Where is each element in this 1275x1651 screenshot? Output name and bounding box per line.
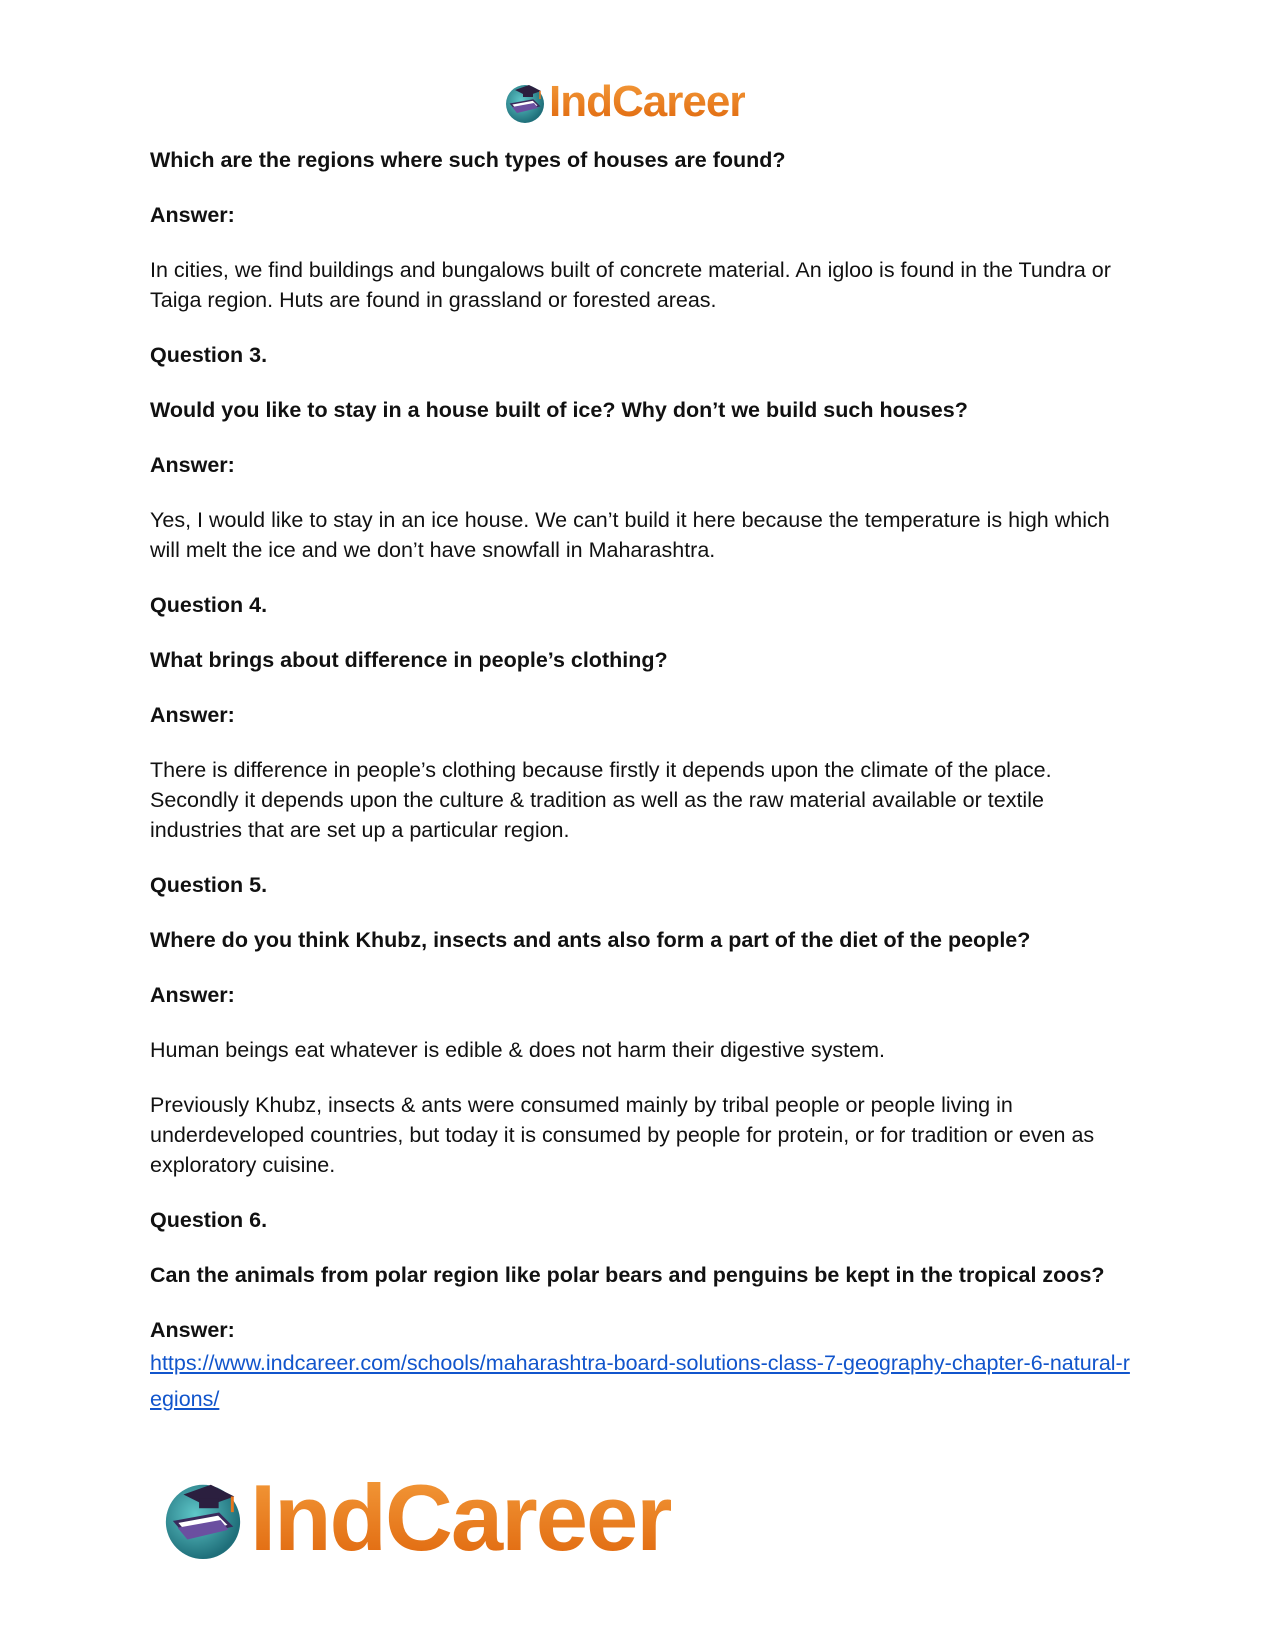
- footer-logo: [160, 1465, 671, 1570]
- section-label: Question 5.: [150, 873, 268, 897]
- question-text: Would you like to stay in a house built of ice? Why don’t we build such houses?: [150, 398, 968, 422]
- question-text: Can the animals from polar region like polar bears and penguins be kept in the tropical zoos?: [150, 1263, 1105, 1287]
- section-label: Answer:: [150, 983, 235, 1007]
- section-label: Question 6.: [150, 1208, 268, 1232]
- section-label: Answer:: [150, 703, 235, 727]
- answer-paragraph: In cities, we find buildings and bungalows built of concrete material. An igloo is found in the Tundra or Taiga region. Huts are found in grassland or forested areas.: [150, 258, 1111, 312]
- question-text: What brings about difference in people’s clothing?: [150, 648, 668, 672]
- section-label: Question 4.: [150, 593, 268, 617]
- header-logo: [503, 78, 745, 126]
- source-link[interactable]: https://www.indcareer.com/schools/maharashtra-board-solutions-class-7-geography-chapter-6-natural-regions/: [150, 1351, 1130, 1411]
- section-label: Answer:: [150, 203, 235, 227]
- logo-text: IndCareer: [250, 1465, 671, 1570]
- section-label: Question 3.: [150, 343, 268, 367]
- graduation-cap-book-globe-icon: [503, 80, 547, 124]
- answer-paragraph: There is difference in people’s clothing because firstly it depends upon the climate of the place. Secondly it depends upon the culture & tradition as well as the raw material available or textile industries that are set up a particular region.: [150, 758, 1052, 842]
- graduation-cap-book-globe-icon: [160, 1475, 246, 1561]
- question-text: Where do you think Khubz, insects and ants also form a part of the diet of the people?: [150, 928, 1031, 952]
- logo-text: IndCareer: [549, 77, 746, 126]
- answer-paragraph: Human beings eat whatever is edible & does not harm their digestive system.: [150, 1038, 885, 1062]
- section-label: Answer:: [150, 453, 235, 477]
- answer-paragraph: Yes, I would like to stay in an ice house. We can’t build it here because the temperature is high which will melt the ice and we don’t have snowfall in Maharashtra.: [150, 508, 1110, 562]
- section-label: Answer:: [150, 1318, 235, 1342]
- document-body: [150, 145, 1130, 1417]
- question-text: Which are the regions where such types of houses are found?: [150, 148, 786, 172]
- answer-paragraph: Previously Khubz, insects & ants were consumed mainly by tribal people or people living in underdeveloped countries, but today it is consumed by people for protein, or for tradition or even as exploratory cuisine.: [150, 1093, 1095, 1177]
- source-link-block: [150, 1345, 1130, 1417]
